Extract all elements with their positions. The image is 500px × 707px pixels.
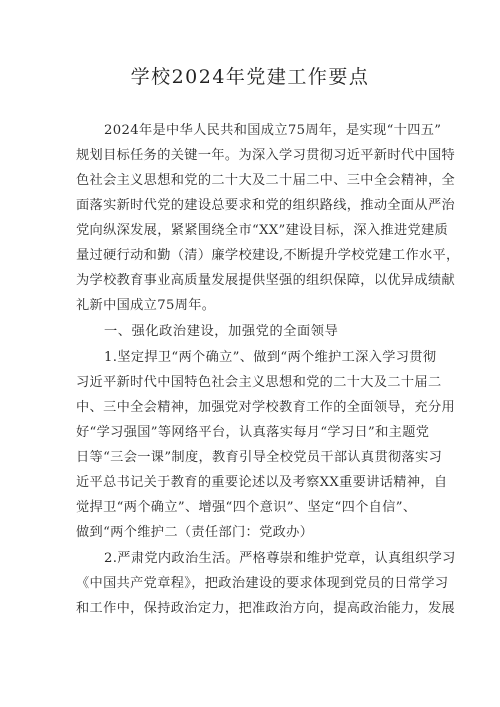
paragraph-line: 党向纵深发展，紧紧围绕全市“XX”建设目标，深入推进党建质 — [76, 223, 449, 238]
paragraph-line: 《中国共产党章程》，把政治建设的要求体现到党员的日常学习 — [76, 576, 449, 591]
paragraph-line: 觉捍卫“两个确立”、增强“四个意识”、坚定“四个自信”、 — [76, 500, 417, 515]
paragraph-line: 规划目标任务的关键一年。为深入学习贯彻习近平新时代中国特 — [76, 148, 456, 163]
paragraph-line: 为学校教育事业高质量发展提供坚强的组织保障，以优异成绩献 — [76, 273, 456, 288]
paragraph-line: 近平总书记关于教育的重要论述以及考察XX重要讲话精神，自 — [76, 475, 448, 490]
paragraph-line: 2024年是中华人民共和国成立75周年，是实现“十四五” — [104, 123, 442, 138]
paragraph-line: 2.严肃党内政治生活。严格尊崇和维护党章，认真组织学习 — [104, 551, 456, 566]
paragraph-line: 1.坚定捍卫“两个确立”、做到“两个维护工深入学习贯彻 — [104, 350, 437, 365]
paragraph-line: 色社会主义思想和党的二十大及二十届二中、三中全会精神，全 — [76, 173, 456, 188]
document-title: 学校2024年党建工作要点 — [130, 66, 370, 88]
paragraph-line: 日等“三会一课”制度，教育引导全校党员干部认真贯彻落实习 — [76, 450, 443, 465]
paragraph-line: 量过硬行动和勤（清）廉学校建设,不断提升学校党建工作水平， — [76, 248, 460, 263]
paragraph-line: 和工作中，保持政治定力，把准政治方向，提高政治能力，发展 — [76, 601, 456, 616]
section-heading: 一、强化政治建设，加强党的全面领导 — [104, 324, 339, 339]
paragraph-line: 面落实新时代党的建设总要求和党的组织路线，推动全面从严治 — [76, 198, 456, 213]
paragraph-line: 做到“两个维护二（责任部门：党政办） — [76, 525, 314, 540]
paragraph-line: 习近平新时代中国特色社会主义思想和党的二十大及二十届二 — [76, 375, 442, 390]
paragraph-line: 中、三中全会精神，加强党对学校教育工作的全面领导，充分用 — [76, 400, 456, 415]
paragraph-line: 好“学习强国”等网络平台，认真落实每月“学习日”和主题党 — [76, 425, 430, 440]
paragraph-line: 礼新中国成立75周年。 — [76, 298, 216, 313]
